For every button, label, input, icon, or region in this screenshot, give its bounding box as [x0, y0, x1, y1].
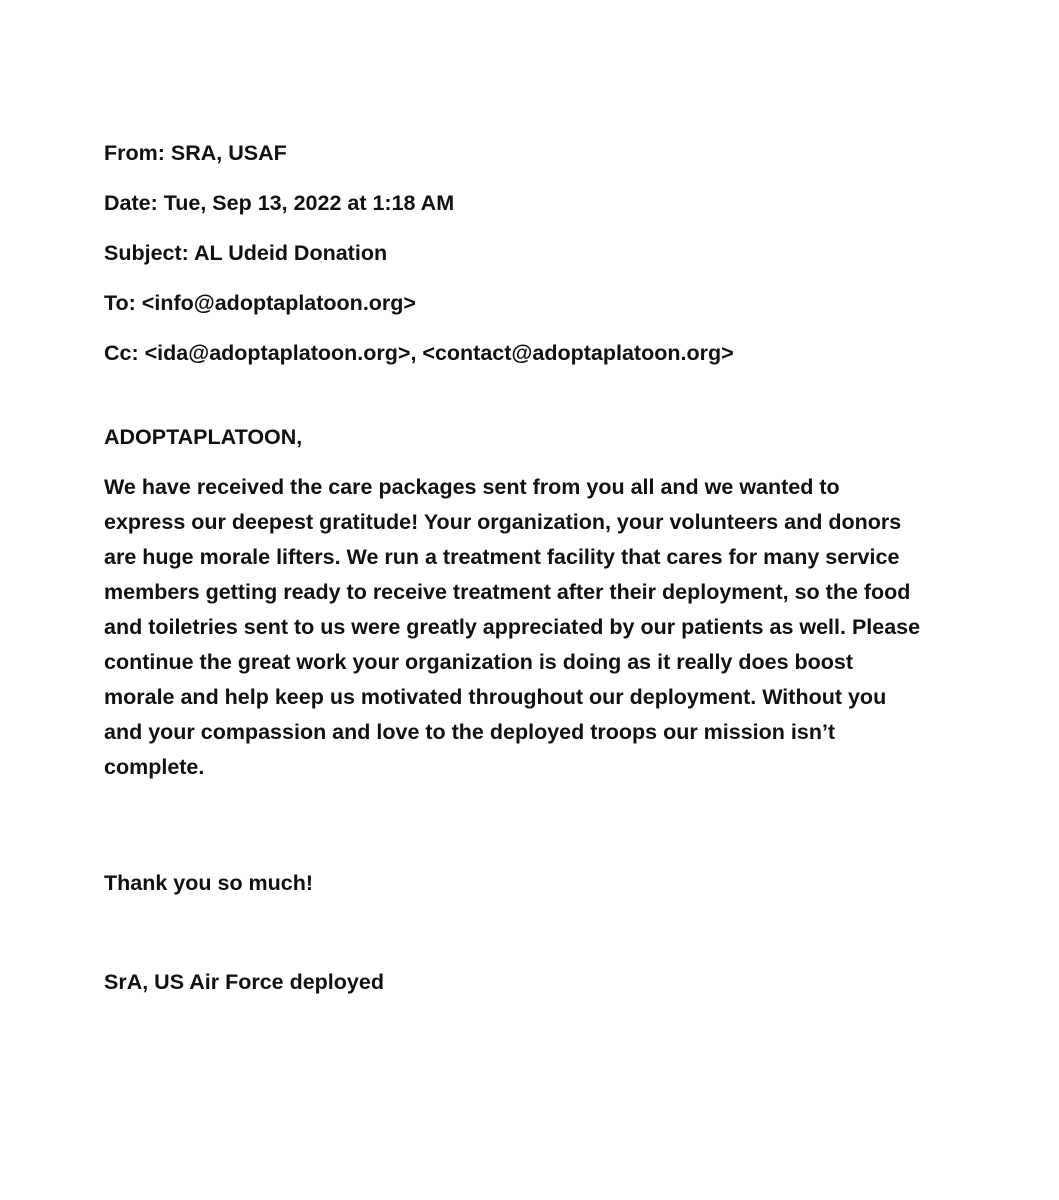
body-line: are huge morale lifters. We run a treatment facility that cares for many service — [104, 545, 900, 569]
body-line: express our deepest gratitude! Your organization, your volunteers and donors — [104, 510, 902, 534]
letter-closing: Thank you so much! — [104, 871, 314, 895]
body-line: and your compassion and love to the deployed troops our mission isn’t — [104, 720, 836, 744]
body-line: continue the great work your organization is doing as it really does boost — [104, 650, 854, 674]
email-document — [104, 136, 1004, 994]
body-line: and toiletries sent to us were greatly appreciated by our patients as well. Please — [104, 615, 921, 639]
email-subject: Subject: AL Udeid Donation — [104, 241, 388, 265]
email-cc: Cc: <ida@adoptaplatoon.org>, <contact@adoptaplatoon.org> — [104, 341, 734, 365]
letter-greeting: ADOPTAPLATOON, — [104, 425, 303, 449]
email-to: To: <info@adoptaplatoon.org> — [104, 291, 416, 315]
email-date: Date: Tue, Sep 13, 2022 at 1:18 AM — [104, 191, 455, 215]
letter-body — [104, 470, 1004, 785]
body-line: We have received the care packages sent from you all and we wanted to — [104, 475, 840, 499]
email-from: From: SRA, USAF — [104, 141, 287, 165]
body-line: morale and help keep us motivated throughout our deployment. Without you — [104, 685, 887, 709]
body-line: complete. — [104, 755, 205, 779]
body-line: members getting ready to receive treatment after their deployment, so the food — [104, 580, 911, 604]
letter-signature: SrA, US Air Force deployed — [104, 970, 384, 994]
